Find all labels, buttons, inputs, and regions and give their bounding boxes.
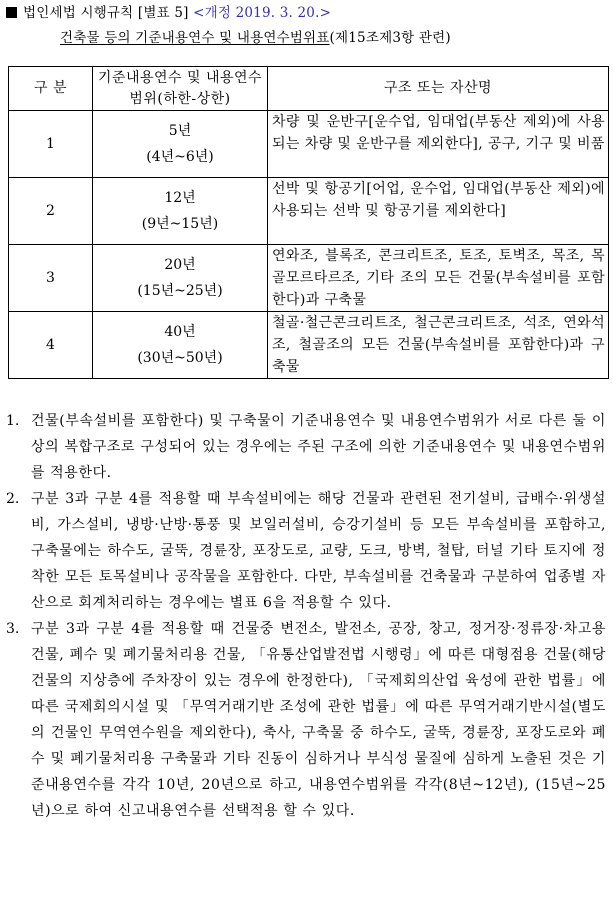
- standard-years: 5년: [168, 123, 192, 139]
- useful-life-table: [8, 66, 609, 379]
- header-structure-asset: 구조 또는 자산명: [268, 67, 609, 111]
- revision-date: <개정 2019. 3. 20.>: [193, 5, 332, 21]
- useful-life-cell: [93, 111, 268, 178]
- row-number: 1: [9, 111, 93, 178]
- useful-life-cell: [93, 312, 268, 379]
- note-item: [6, 408, 606, 486]
- header-category: 구 분: [9, 67, 93, 111]
- table-row: [9, 245, 609, 312]
- black-square-icon: [6, 7, 17, 18]
- standard-years: 20년: [164, 257, 196, 273]
- document-title: 법인세법 시행규칙 [별표 5]: [23, 5, 189, 21]
- header-useful-life: 기준내용연수 및 내용연수범위(하한-상한): [93, 67, 268, 111]
- note-text: 구분 3과 구분 4를 적용할 때 부속설비에는 해당 건물과 관련된 전기설비, 급배수·위생설비, 가스설비, 냉방·난방·통풍 및 보일러설비, 승강기설비 등 모든 부속설비를 포함하고, 구축물에는 하수도, 굴뚝, 경륜장, 포장도로, 교량, 도크, 방벽, 철탑, 터널 기타 토지에 정착한 모든 토목설비나 공작물을 포함한다. 다만, 부속설비를 건축물과 구분하여 업종별 자산으로 회계처리하는 경우에는 별표 6을 적용할 수 있다.: [31, 491, 606, 611]
- table-reference: (제15조제3항 관련): [329, 30, 451, 46]
- row-number: 3: [9, 245, 93, 312]
- table-title: 건축물 등의 기준내용연수 및 내용연수범위표: [60, 30, 330, 46]
- document-header: [6, 1, 331, 21]
- table-row: [9, 312, 609, 379]
- table-row: [9, 178, 609, 245]
- years-range: (30년~50년): [137, 350, 223, 366]
- standard-years: 40년: [164, 324, 196, 340]
- standard-years: 12년: [164, 190, 196, 206]
- years-range: (9년~15년): [141, 216, 219, 232]
- asset-description: 선박 및 항공기[어업, 운수업, 임대업(부동산 제외)에 사용되는 선박 및 항공기를 제외한다]: [268, 178, 609, 245]
- note-number: 3.: [6, 621, 20, 637]
- asset-description: 연와조, 블록조, 콘크리트조, 토조, 토벽조, 목조, 목골모르타르조, 기타 조의 모든 건물(부속설비를 포함한다)과 구축물: [268, 245, 609, 312]
- years-range: (4년~6년): [146, 149, 214, 165]
- note-text: 건물(부속설비를 포함한다) 및 구축물이 기준내용연수 및 내용연수범위가 서로 다른 둘 이상의 복합구조로 구성되어 있는 경우에는 주된 구조에 의한 기준내용연수 및 내용연수범위를 적용한다.: [31, 413, 606, 481]
- useful-life-cell: [93, 245, 268, 312]
- years-range: (15년~25년): [137, 283, 223, 299]
- notes-section: [6, 408, 606, 824]
- note-text: 구분 3과 구분 4를 적용할 때 건물중 변전소, 발전소, 공장, 창고, 정거장·정류장·차고용 건물, 폐수 및 폐기물처리용 건물, 「유통산업발전법 시행령」에 따른 대형점용 건물(해당 건물의 지상층에 주차장이 있는 경우에 한정한다), 「국제회의산업 육성에 관한 법률」에 따른 국제회의시설 및 「무역거래기반 조성에 관한 법률」에 따른 무역거래기반시설(별도의 건물인 무역연수원을 제외한다), 축사, 구축물 중 하수도, 굴뚝, 경륜장, 포장도로와 폐수 및 폐기물처리용 구축물과 기타 진동이 심하거나 부식성 물질에 심하게 노출된 것은 기준내용연수를 각각 10년, 20년으로 하고, 내용연수범위를 각각(8년~12년), (15년~25년)으로 하여 신고내용연수를 선택적용 할 수 있다.: [31, 621, 606, 819]
- asset-description: 차량 및 운반구[운수업, 임대업(부동산 제외)에 사용되는 차량 및 운반구를 제외한다], 공구, 기구 및 비품: [268, 111, 609, 178]
- table-header-row: [9, 67, 609, 111]
- row-number: 2: [9, 178, 93, 245]
- asset-description: 철골·철근콘크리트조, 철근콘크리트조, 석조, 연와석조, 철골조의 모든 건물(부속설비를 포함한다)과 구축물: [268, 312, 609, 379]
- note-item: [6, 486, 606, 616]
- table-row: [9, 111, 609, 178]
- note-number: 1.: [6, 413, 20, 429]
- useful-life-cell: [93, 178, 268, 245]
- row-number: 4: [9, 312, 93, 379]
- note-item: [6, 616, 606, 824]
- table-caption: [60, 26, 451, 46]
- note-number: 2.: [6, 491, 20, 507]
